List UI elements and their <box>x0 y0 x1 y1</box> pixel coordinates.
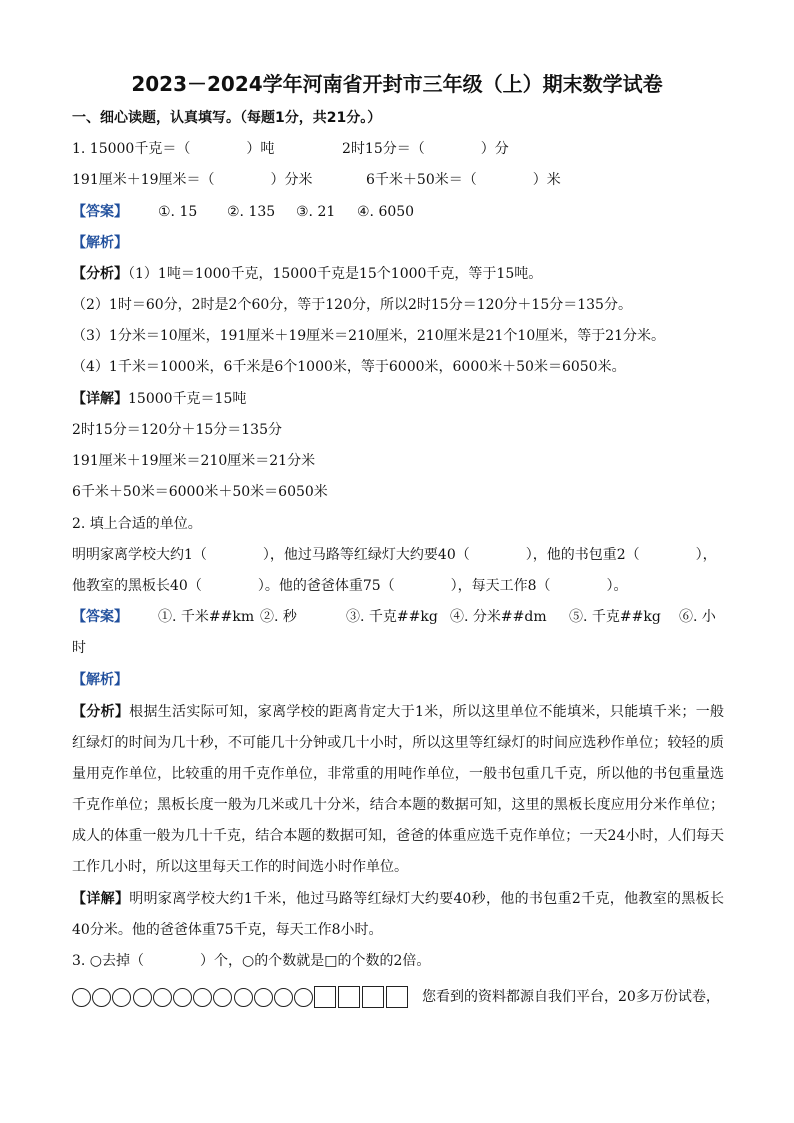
watermark-text: 您看到的资料都源自我们平台，20多万份试卷， <box>422 989 720 1005</box>
q1-item-d: 6千米＋50米＝（ ）米 <box>366 172 561 188</box>
q1-detail-text-2: 2时15分＝120分＋15分＝135分 <box>72 422 282 438</box>
circle-shape <box>92 988 111 1007</box>
circle-shape <box>153 988 172 1007</box>
fenxi-label: 【分析】 <box>72 266 128 282</box>
q2-stem: 2. 填上合适的单位。 <box>72 516 202 532</box>
q1-detail-text-1: 15000千克＝15吨 <box>128 391 247 407</box>
q2-line-2: 他教室的黑板长40（ ）。他的爸爸体重75（ ），每天工作8（ ）。 <box>72 578 628 594</box>
circle-shape <box>274 988 293 1007</box>
q2-answer-5: ⑤. 千克##kg <box>569 609 661 625</box>
q1-detail-1 <box>72 389 724 409</box>
answer-label: 【答案】 <box>72 204 128 220</box>
q1-detail-text-3: 191厘米＋19厘米＝210厘米＝21分米 <box>72 453 316 469</box>
q1-item-b: 2时15分＝（ ）分 <box>342 141 509 157</box>
q1-answer-1: ①. 15 <box>158 204 198 220</box>
circle-shape <box>112 988 131 1007</box>
detail-label: 【详解】 <box>72 391 128 407</box>
circle-shape <box>234 988 253 1007</box>
circle-shape <box>173 988 192 1007</box>
q1-answer-4: ④. 6050 <box>357 204 415 220</box>
q2-answer-2: ②. 秒 <box>260 609 297 625</box>
q2-detail <box>72 884 724 946</box>
q1-fenxi-text-2: （2）1时＝60分，2时是2个60分，等于120分，所以2时15分＝120分＋15分＝135分。 <box>72 297 632 313</box>
square-shape <box>362 986 384 1008</box>
q1-analysis-1 <box>72 264 724 284</box>
q1-detail-text-4: 6千米＋50米＝6000米＋50米＝6050米 <box>72 484 328 500</box>
q2-answer-6: ⑥. 小 <box>679 609 716 625</box>
q2-answer-3: ③. 千克##kg <box>346 609 438 625</box>
q2-line-1: 明明家离学校大约1（ ），他过马路等红绿灯大约要40（ ），他的书包重2（ ）， <box>72 547 717 563</box>
analysis-label: 【解析】 <box>72 235 128 251</box>
detail-label: 【详解】 <box>72 891 130 907</box>
answer-label: 【答案】 <box>72 609 128 625</box>
circle-shape <box>193 988 212 1007</box>
circle-shape <box>213 988 232 1007</box>
circle-shape <box>254 988 273 1007</box>
page-title: 2023－2024学年河南省开封市三年级（上）期末数学试卷 <box>131 72 663 96</box>
square-shape <box>386 986 408 1008</box>
q1-fenxi-text-3: （3）1分米＝10厘米，191厘米＋19厘米＝210厘米，210厘米是21个10厘米，等于21分米。 <box>72 328 666 344</box>
section-heading: 一、细心读题，认真填写。（每题1分，共21分。） <box>72 110 382 126</box>
q1-item-c: 191厘米＋19厘米＝（ ）分米 <box>72 172 313 188</box>
square-shape <box>314 986 336 1008</box>
q2-answer-wrap: 时 <box>72 640 86 656</box>
q3-stem: 3. ○去掉（ ）个，○的个数就是□的个数的2倍。 <box>72 953 431 969</box>
q1-answer-3: ③. 21 <box>296 204 336 220</box>
fenxi-label: 【分析】 <box>72 704 130 720</box>
q1-item-a: 1. 15000千克＝（ ）吨 <box>72 141 275 157</box>
q1-fenxi-text-4: （4）1千米＝1000米，6千米是6个1000米，等于6000米，6000米＋50米＝6050米。 <box>72 359 626 375</box>
q2-detail-text: 明明家离学校大约1千米，他过马路等红绿灯大约要40秒，他的书包重2千克，他教室的黑板长40分米。他的爸爸体重75千克，每天工作8小时。 <box>72 891 724 938</box>
q1-fenxi-text-1: （1）1吨＝1000千克，15000千克是15个1000千克，等于15吨。 <box>128 266 543 282</box>
circle-shape <box>294 988 313 1007</box>
circle-shape <box>72 988 91 1007</box>
square-shape <box>338 986 360 1008</box>
q3-shape-row <box>72 984 410 1010</box>
analysis-label: 【解析】 <box>72 672 128 688</box>
q2-answer-1: ①. 千米##km <box>158 609 255 625</box>
q2-fenxi-text: 根据生活实际可知，家离学校的距离肯定大于1米，所以这里单位不能填米，只能填千米；一般红绿灯的时间为几十秒，不可能几十分钟或几十小时，所以这里等红绿灯的时间应选秒作单位；较轻的质量用克作单位，比较重的用千克作单位，非常重的用吨作单位，一般书包重几千克，所以他的书包重量选千克作单位；黑板长度一般为几米或几十分米，结合本题的数据可知，这里的黑板长度应用分米作单位；成人的体重一般为几十千克，结合本题的数据可知，爸爸的体重应选千克作单位；一天24小时，人们每天工作几小时，所以这里每天工作的时间选小时作单位。 <box>72 704 725 875</box>
circle-shape <box>133 988 152 1007</box>
q1-answer-2: ②. 135 <box>227 204 276 220</box>
q2-analysis <box>72 697 724 883</box>
q2-answer-4: ④. 分米##dm <box>450 609 547 625</box>
